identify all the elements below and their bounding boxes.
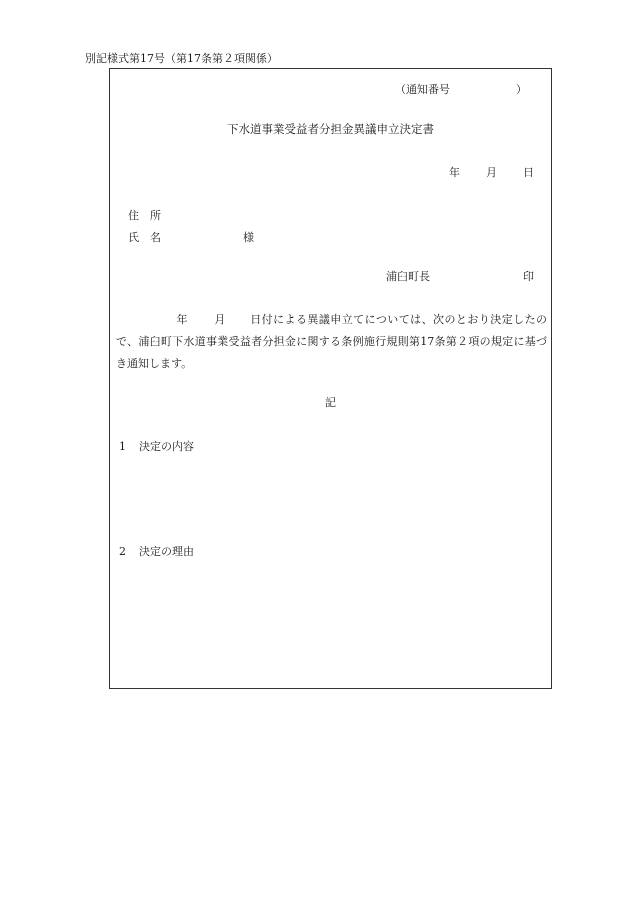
item-number: 1 (119, 440, 126, 453)
item-label: 決定の内容 (139, 440, 194, 453)
seal-mark: 印 (523, 270, 534, 283)
document-frame (109, 68, 552, 689)
issuer-title: 浦臼町長 (386, 270, 430, 283)
body-text: 日付による異議申立てについては、次のとおり決定したので、浦臼町下水道事業受益者分担金に関する条例施行規則第17条第２項の規定に基づき通知します。 (116, 313, 548, 370)
notice-number: （通知番号 ） (395, 83, 527, 96)
body-month: 月 (213, 313, 226, 326)
item-label: 決定の理由 (139, 545, 194, 558)
body-year: 年 (176, 313, 188, 326)
form-number-label: 別記様式第17号（第17条第２項関係） (85, 52, 278, 65)
item-decision-content (119, 438, 194, 454)
record-mark: 記 (325, 396, 336, 409)
date-day: 日 (523, 166, 534, 179)
honorific: 様 (243, 231, 254, 244)
document-title: 下水道事業受益者分担金異議申立決定書 (227, 122, 434, 136)
item-decision-reason (119, 543, 194, 559)
date-year: 年 (449, 166, 460, 179)
address-label: 住 所 (128, 209, 161, 222)
name-label: 氏 名 (128, 231, 161, 244)
date-month: 月 (486, 166, 497, 179)
decision-body-text (116, 309, 547, 375)
date-line (449, 164, 534, 180)
name-line (128, 229, 254, 245)
item-number: 2 (119, 545, 126, 558)
